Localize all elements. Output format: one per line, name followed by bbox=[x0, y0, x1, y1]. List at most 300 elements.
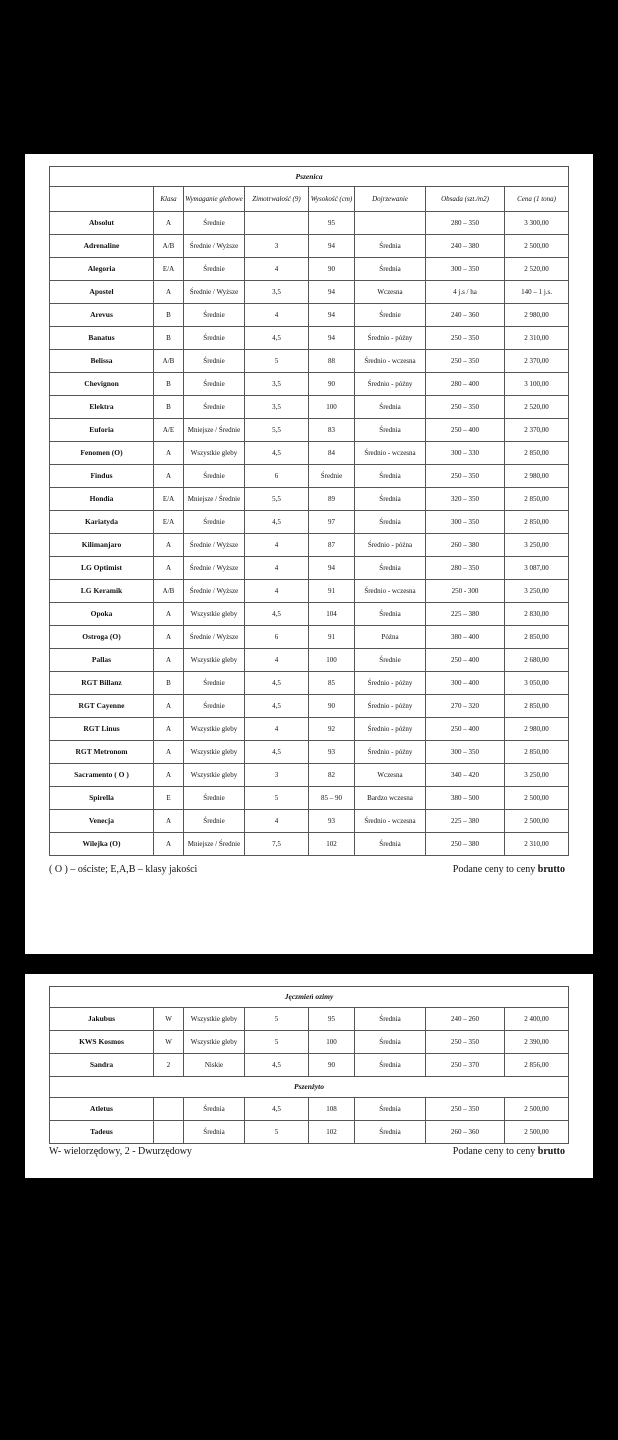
table-cell: 92 bbox=[309, 718, 355, 741]
variety-name-cell: Kilimanjaro bbox=[50, 534, 154, 557]
table-cell: E bbox=[154, 787, 184, 810]
table-row bbox=[50, 1121, 569, 1144]
table-cell: Średnie bbox=[184, 695, 245, 718]
table-cell: A bbox=[154, 212, 184, 235]
table-cell: Bardzo wczesna bbox=[355, 787, 426, 810]
table-cell: Średnie bbox=[184, 373, 245, 396]
table-cell: 102 bbox=[309, 1121, 355, 1144]
table-cell: 225 – 380 bbox=[426, 810, 505, 833]
table-cell: 85 – 90 bbox=[309, 787, 355, 810]
variety-name-cell: Kariatyda bbox=[50, 511, 154, 534]
table-cell: 2 310,00 bbox=[505, 833, 569, 856]
table-cell: Średnia bbox=[355, 396, 426, 419]
table-cell: 3,5 bbox=[245, 396, 309, 419]
table-cell: 250 – 350 bbox=[426, 465, 505, 488]
table-cell: 250 – 350 bbox=[426, 350, 505, 373]
table-cell: Średnia bbox=[355, 1054, 426, 1077]
table-row bbox=[50, 649, 569, 672]
table-cell: Wszystkie gleby bbox=[184, 442, 245, 465]
variety-name-cell: Apostel bbox=[50, 281, 154, 304]
table-cell: 3 bbox=[245, 235, 309, 258]
row-type-note: W- wielorzędowy, 2 - Dwurzędowy bbox=[49, 1146, 192, 1157]
table-cell: 4,5 bbox=[245, 672, 309, 695]
table-cell: 90 bbox=[309, 373, 355, 396]
table-cell: Niskie bbox=[184, 1054, 245, 1077]
variety-name-cell: RGT Cayenne bbox=[50, 695, 154, 718]
table-cell: 4 bbox=[245, 258, 309, 281]
table-cell: 6 bbox=[245, 626, 309, 649]
table-cell: Średnio - późny bbox=[355, 695, 426, 718]
table-cell: 300 – 350 bbox=[426, 511, 505, 534]
table-row bbox=[50, 1008, 569, 1031]
table-cell: 4 bbox=[245, 718, 309, 741]
table-cell: 4,5 bbox=[245, 442, 309, 465]
table-cell: 108 bbox=[309, 1098, 355, 1121]
table-cell: B bbox=[154, 327, 184, 350]
table-cell: 300 – 350 bbox=[426, 258, 505, 281]
table-cell: 2 980,00 bbox=[505, 304, 569, 327]
table-cell: Średnia bbox=[184, 1098, 245, 1121]
table-cell: 3 300,00 bbox=[505, 212, 569, 235]
table-cell: 320 – 350 bbox=[426, 488, 505, 511]
table-row bbox=[50, 442, 569, 465]
table-cell: 2 980,00 bbox=[505, 718, 569, 741]
legend-note: ( O ) – ościste; E,A,B – klasy jakości bbox=[49, 864, 198, 875]
table-cell: 2 850,00 bbox=[505, 741, 569, 764]
table-row bbox=[50, 419, 569, 442]
table-row bbox=[50, 511, 569, 534]
table-row bbox=[50, 741, 569, 764]
table-cell: Średnie bbox=[184, 327, 245, 350]
table-cell: 93 bbox=[309, 810, 355, 833]
table-cell: Średnie / Wyższe bbox=[184, 580, 245, 603]
table-cell: 260 – 360 bbox=[426, 1121, 505, 1144]
column-header bbox=[50, 187, 154, 212]
table-row bbox=[50, 212, 569, 235]
table-row bbox=[50, 672, 569, 695]
table-cell: 100 bbox=[309, 649, 355, 672]
table-cell: 2 bbox=[154, 1054, 184, 1077]
table-cell: 270 – 320 bbox=[426, 695, 505, 718]
table-cell: 91 bbox=[309, 580, 355, 603]
table-cell: B bbox=[154, 396, 184, 419]
table-cell: Mniejsze / Średnie bbox=[184, 419, 245, 442]
table-cell: Średnie bbox=[184, 350, 245, 373]
table-row bbox=[50, 281, 569, 304]
document-page-2 bbox=[25, 974, 593, 1178]
header-row bbox=[50, 187, 569, 212]
table-cell: 250 - 300 bbox=[426, 580, 505, 603]
table-row bbox=[50, 534, 569, 557]
variety-name-cell: Alegoria bbox=[50, 258, 154, 281]
variety-name-cell: LG Keramik bbox=[50, 580, 154, 603]
table-cell: 240 – 360 bbox=[426, 304, 505, 327]
table-cell: Średnie / Wyższe bbox=[184, 235, 245, 258]
table-cell: Wszystkie gleby bbox=[184, 1031, 245, 1054]
table-cell: A/B bbox=[154, 580, 184, 603]
column-header: Cena (1 tona) bbox=[505, 187, 569, 212]
table-cell: 2 850,00 bbox=[505, 442, 569, 465]
table-row bbox=[50, 396, 569, 419]
table-cell: 3 250,00 bbox=[505, 534, 569, 557]
table-cell: 3 250,00 bbox=[505, 764, 569, 787]
table-cell: 97 bbox=[309, 511, 355, 534]
variety-name-cell: RGT Billanz bbox=[50, 672, 154, 695]
table-cell: A bbox=[154, 810, 184, 833]
table-cell: 2 500,00 bbox=[505, 810, 569, 833]
table-cell: 2 370,00 bbox=[505, 350, 569, 373]
table-cell: A bbox=[154, 718, 184, 741]
table-cell: Średnie bbox=[184, 396, 245, 419]
table-cell: 4,5 bbox=[245, 327, 309, 350]
table-cell: Mniejsze / Średnie bbox=[184, 488, 245, 511]
table-cell: Wszystkie gleby bbox=[184, 741, 245, 764]
column-header: Obsada (szt./m2) bbox=[426, 187, 505, 212]
table-cell: 250 – 350 bbox=[426, 1098, 505, 1121]
variety-name-cell: Chevignon bbox=[50, 373, 154, 396]
table-cell: A bbox=[154, 741, 184, 764]
section-title-row bbox=[50, 987, 569, 1008]
table-cell: Wszystkie gleby bbox=[184, 649, 245, 672]
table-cell: 2 850,00 bbox=[505, 626, 569, 649]
table-cell: 340 – 420 bbox=[426, 764, 505, 787]
barley-triticale-table bbox=[49, 986, 569, 1144]
table-cell: 4,5 bbox=[245, 1098, 309, 1121]
table-cell: 250 – 350 bbox=[426, 1031, 505, 1054]
table-cell: Mniejsze / Średnie bbox=[184, 833, 245, 856]
table-cell: 4,5 bbox=[245, 603, 309, 626]
variety-name-cell: Euforia bbox=[50, 419, 154, 442]
variety-name-cell: Elektra bbox=[50, 396, 154, 419]
price-note-2 bbox=[453, 1146, 565, 1157]
table-cell: E/A bbox=[154, 258, 184, 281]
table-cell: Średnie bbox=[309, 465, 355, 488]
table-cell: 5,5 bbox=[245, 419, 309, 442]
table-cell: 300 – 400 bbox=[426, 672, 505, 695]
table-cell: Średnie / Wyższe bbox=[184, 626, 245, 649]
table-cell: A bbox=[154, 833, 184, 856]
variety-name-cell: Venecja bbox=[50, 810, 154, 833]
table-cell: Średnie / Wyższe bbox=[184, 281, 245, 304]
table-cell: 3,5 bbox=[245, 281, 309, 304]
table-cell: 3 050,00 bbox=[505, 672, 569, 695]
table-cell: 94 bbox=[309, 281, 355, 304]
table-cell: 240 – 380 bbox=[426, 235, 505, 258]
table-cell: Średnie bbox=[184, 258, 245, 281]
table-cell: 5 bbox=[245, 1121, 309, 1144]
table-cell: 225 – 380 bbox=[426, 603, 505, 626]
table-cell: 2 520,00 bbox=[505, 396, 569, 419]
variety-name-cell: RGT Linus bbox=[50, 718, 154, 741]
table-cell: Średnie bbox=[355, 649, 426, 672]
table-cell: 4 bbox=[245, 534, 309, 557]
table-cell bbox=[154, 1121, 184, 1144]
section-title-row bbox=[50, 167, 569, 187]
table-cell: Wszystkie gleby bbox=[184, 603, 245, 626]
wheat-table bbox=[49, 166, 569, 856]
variety-name-cell: Pallas bbox=[50, 649, 154, 672]
table-cell: Średnie / Wyższe bbox=[184, 534, 245, 557]
table-cell: 4,5 bbox=[245, 695, 309, 718]
table-cell: Średnie bbox=[184, 465, 245, 488]
table-cell: 2 390,00 bbox=[505, 1031, 569, 1054]
table-cell: E/A bbox=[154, 511, 184, 534]
table-cell: W bbox=[154, 1031, 184, 1054]
table-cell: 102 bbox=[309, 833, 355, 856]
table-cell: 2 370,00 bbox=[505, 419, 569, 442]
table-cell: Średnia bbox=[355, 419, 426, 442]
variety-name-cell: Atletus bbox=[50, 1098, 154, 1121]
table-cell: 250 – 350 bbox=[426, 327, 505, 350]
table-row bbox=[50, 327, 569, 350]
variety-name-cell: LG Optimist bbox=[50, 557, 154, 580]
table-cell: A bbox=[154, 281, 184, 304]
table-cell: 7,5 bbox=[245, 833, 309, 856]
section-title: Jęczmień ozimy bbox=[50, 987, 569, 1008]
table-cell: Średnia bbox=[355, 511, 426, 534]
variety-name-cell: Findus bbox=[50, 465, 154, 488]
table-cell: 94 bbox=[309, 557, 355, 580]
table-cell: Średnia bbox=[355, 603, 426, 626]
table-cell: 85 bbox=[309, 672, 355, 695]
table-cell: 2 500,00 bbox=[505, 1121, 569, 1144]
table-cell: 93 bbox=[309, 741, 355, 764]
price-note-text: Podane ceny to ceny bbox=[452, 864, 538, 875]
section-title: Pszenica bbox=[50, 167, 569, 187]
table-cell: 3 100,00 bbox=[505, 373, 569, 396]
table-cell: Wszystkie gleby bbox=[184, 718, 245, 741]
table-cell: Średnio - późny bbox=[355, 373, 426, 396]
table-cell: 4,5 bbox=[245, 741, 309, 764]
table-cell: Średnie bbox=[184, 672, 245, 695]
table-cell: 2 680,00 bbox=[505, 649, 569, 672]
table-cell: 4 j.s / ha bbox=[426, 281, 505, 304]
table-cell: 87 bbox=[309, 534, 355, 557]
table-cell: Średnio - późny bbox=[355, 672, 426, 695]
table-cell: 90 bbox=[309, 695, 355, 718]
variety-name-cell: Sandra bbox=[50, 1054, 154, 1077]
table-cell: 250 – 400 bbox=[426, 649, 505, 672]
table-cell: 4 bbox=[245, 557, 309, 580]
table-cell: 104 bbox=[309, 603, 355, 626]
table-cell: 100 bbox=[309, 1031, 355, 1054]
table-row bbox=[50, 350, 569, 373]
variety-name-cell: Opoka bbox=[50, 603, 154, 626]
table-cell: 5,5 bbox=[245, 488, 309, 511]
table-cell: 2 980,00 bbox=[505, 465, 569, 488]
column-header: Wysokość (cm) bbox=[309, 187, 355, 212]
table-cell: 4 bbox=[245, 649, 309, 672]
table-cell: 240 – 260 bbox=[426, 1008, 505, 1031]
table-cell: 84 bbox=[309, 442, 355, 465]
table-cell: 3,5 bbox=[245, 373, 309, 396]
table-row bbox=[50, 465, 569, 488]
table-row bbox=[50, 1054, 569, 1077]
variety-name-cell: Wilejka (O) bbox=[50, 833, 154, 856]
table-cell: 380 – 400 bbox=[426, 626, 505, 649]
table-row bbox=[50, 810, 569, 833]
table-cell: A bbox=[154, 764, 184, 787]
table-cell: 2 310,00 bbox=[505, 327, 569, 350]
table-cell: Średnia bbox=[355, 235, 426, 258]
table-cell: 300 – 330 bbox=[426, 442, 505, 465]
table-cell: Średnia bbox=[184, 1121, 245, 1144]
table-cell: A bbox=[154, 534, 184, 557]
table-cell: 250 – 370 bbox=[426, 1054, 505, 1077]
section-title-row bbox=[50, 1077, 569, 1098]
variety-name-cell: RGT Metronom bbox=[50, 741, 154, 764]
table-cell: 94 bbox=[309, 304, 355, 327]
table-cell: 4 bbox=[245, 304, 309, 327]
table-cell: Wczesna bbox=[355, 764, 426, 787]
table-cell: 88 bbox=[309, 350, 355, 373]
table-cell: Średnie bbox=[184, 212, 245, 235]
variety-name-cell: Fenomen (O) bbox=[50, 442, 154, 465]
table-cell: 280 – 400 bbox=[426, 373, 505, 396]
table-cell: W bbox=[154, 1008, 184, 1031]
variety-name-cell: Spirella bbox=[50, 787, 154, 810]
table-cell: 250 – 380 bbox=[426, 833, 505, 856]
table-row bbox=[50, 235, 569, 258]
table-cell: 4 bbox=[245, 580, 309, 603]
table-cell: 2 500,00 bbox=[505, 787, 569, 810]
column-header: Klasa bbox=[154, 187, 184, 212]
table-cell: 6 bbox=[245, 465, 309, 488]
table-cell: 250 – 400 bbox=[426, 419, 505, 442]
table-cell: 82 bbox=[309, 764, 355, 787]
table-cell: Średnie bbox=[184, 787, 245, 810]
price-note-2-text: Podane ceny to ceny bbox=[452, 1146, 538, 1157]
table-cell: 4,5 bbox=[245, 1054, 309, 1077]
variety-name-cell: Hondia bbox=[50, 488, 154, 511]
table-cell: Średnio - wczesna bbox=[355, 810, 426, 833]
table-cell: 2 830,00 bbox=[505, 603, 569, 626]
table-row bbox=[50, 603, 569, 626]
table-cell: Średnio - późny bbox=[355, 718, 426, 741]
table-cell: 300 – 350 bbox=[426, 741, 505, 764]
table-cell: Średnia bbox=[355, 1121, 426, 1144]
table-row bbox=[50, 695, 569, 718]
table-cell: Średnia bbox=[355, 258, 426, 281]
table-cell: Średnia bbox=[355, 1031, 426, 1054]
table-cell: 5 bbox=[245, 1008, 309, 1031]
table-row bbox=[50, 787, 569, 810]
table-cell: 94 bbox=[309, 327, 355, 350]
table-cell: Średnia bbox=[355, 465, 426, 488]
table-cell: 5 bbox=[245, 1031, 309, 1054]
table-cell: 3 250,00 bbox=[505, 580, 569, 603]
table-cell: 2 400,00 bbox=[505, 1008, 569, 1031]
document-page-1 bbox=[25, 154, 593, 954]
table-cell: 2 850,00 bbox=[505, 695, 569, 718]
price-note-2-bold: brutto bbox=[537, 1146, 565, 1157]
table-cell: 4,5 bbox=[245, 511, 309, 534]
table-cell: A bbox=[154, 557, 184, 580]
table-cell: Wszystkie gleby bbox=[184, 1008, 245, 1031]
table-cell: Średnio - późna bbox=[355, 534, 426, 557]
table-cell: 380 – 500 bbox=[426, 787, 505, 810]
table-cell: Średnia bbox=[355, 1008, 426, 1031]
table-cell: B bbox=[154, 672, 184, 695]
table-cell: A/B bbox=[154, 350, 184, 373]
price-note bbox=[453, 864, 565, 875]
table-cell: 3 087,00 bbox=[505, 557, 569, 580]
table-cell: 3 bbox=[245, 764, 309, 787]
table-row bbox=[50, 626, 569, 649]
table-cell: 250 – 350 bbox=[426, 396, 505, 419]
variety-name-cell: Jakubus bbox=[50, 1008, 154, 1031]
table-cell: 5 bbox=[245, 787, 309, 810]
variety-name-cell: Arevus bbox=[50, 304, 154, 327]
table-cell: Średnia bbox=[355, 557, 426, 580]
table-cell: A bbox=[154, 442, 184, 465]
table-cell: Wczesna bbox=[355, 281, 426, 304]
table-cell: 2 500,00 bbox=[505, 235, 569, 258]
table-cell: 90 bbox=[309, 1054, 355, 1077]
column-header: Wymaganie glebowe bbox=[184, 187, 245, 212]
table-cell: 2 500,00 bbox=[505, 1098, 569, 1121]
table-cell: 100 bbox=[309, 396, 355, 419]
table-cell: Średnia bbox=[355, 1098, 426, 1121]
variety-name-cell: Banatus bbox=[50, 327, 154, 350]
table-row bbox=[50, 718, 569, 741]
table-cell: 280 – 350 bbox=[426, 212, 505, 235]
table-cell: Średnie bbox=[184, 304, 245, 327]
table-row bbox=[50, 1031, 569, 1054]
table-cell: E/A bbox=[154, 488, 184, 511]
table-cell: Średnie bbox=[184, 511, 245, 534]
table-cell: Średnio - wczesna bbox=[355, 580, 426, 603]
table-row bbox=[50, 764, 569, 787]
table-cell: 94 bbox=[309, 235, 355, 258]
table-cell: A bbox=[154, 465, 184, 488]
table-cell: B bbox=[154, 373, 184, 396]
table-cell: 280 – 350 bbox=[426, 557, 505, 580]
variety-name-cell: KWS Kosmos bbox=[50, 1031, 154, 1054]
table-cell: Średnia bbox=[355, 488, 426, 511]
table-row bbox=[50, 833, 569, 856]
table-row bbox=[50, 557, 569, 580]
table-cell: 4 bbox=[245, 810, 309, 833]
table-cell: Wszystkie gleby bbox=[184, 764, 245, 787]
table-row bbox=[50, 488, 569, 511]
table-cell: 89 bbox=[309, 488, 355, 511]
table-cell bbox=[154, 1098, 184, 1121]
price-note-bold: brutto bbox=[537, 864, 565, 875]
table-cell: Średnia bbox=[355, 833, 426, 856]
table-cell: A/E bbox=[154, 419, 184, 442]
table-cell: 95 bbox=[309, 212, 355, 235]
table-cell: A bbox=[154, 603, 184, 626]
table-cell: 83 bbox=[309, 419, 355, 442]
table-row bbox=[50, 580, 569, 603]
variety-name-cell: Sacramento ( O ) bbox=[50, 764, 154, 787]
table-cell: Średnie bbox=[355, 304, 426, 327]
table-cell: A bbox=[154, 695, 184, 718]
table-cell: Późna bbox=[355, 626, 426, 649]
table-cell: Średnio - późny bbox=[355, 327, 426, 350]
table-cell: 2 850,00 bbox=[505, 488, 569, 511]
table-cell: Średnio - późny bbox=[355, 741, 426, 764]
table-row bbox=[50, 304, 569, 327]
table-cell bbox=[355, 212, 426, 235]
table-row bbox=[50, 258, 569, 281]
table-cell: 90 bbox=[309, 258, 355, 281]
table-cell: Średnio - wczesna bbox=[355, 350, 426, 373]
table-cell: Średnie / Wyższe bbox=[184, 557, 245, 580]
variety-name-cell: Ostroga (O) bbox=[50, 626, 154, 649]
table-cell: A/B bbox=[154, 235, 184, 258]
